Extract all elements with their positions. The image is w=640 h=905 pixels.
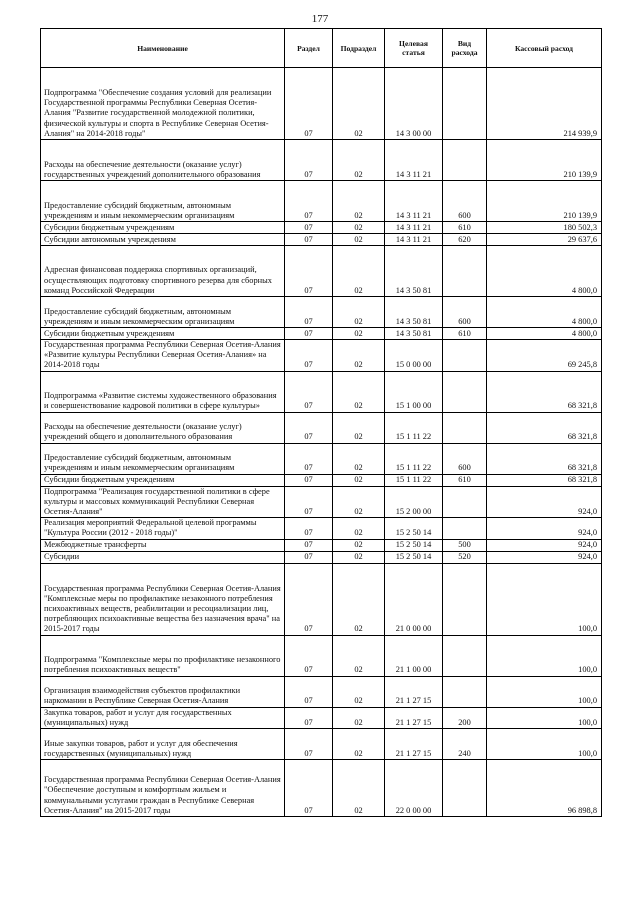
table-row bbox=[41, 676, 602, 707]
cell-target: 14 3 00 00 bbox=[385, 68, 443, 140]
cell-subsection: 02 bbox=[333, 181, 385, 222]
cell-name: Подпрограмма "Комплексные меры по профилактике незаконного потребления психоактивных веществ" bbox=[41, 635, 285, 676]
page-number: 177 bbox=[311, 13, 329, 25]
cell-amount: 68 321,8 bbox=[487, 371, 602, 412]
cell-subsection: 02 bbox=[333, 234, 385, 246]
cell-target: 22 0 00 00 bbox=[385, 760, 443, 817]
cell-type: 610 bbox=[443, 474, 487, 486]
cell-target: 14 3 11 21 bbox=[385, 234, 443, 246]
cell-section: 07 bbox=[285, 246, 333, 297]
cell-type: 520 bbox=[443, 551, 487, 563]
cell-section: 07 bbox=[285, 635, 333, 676]
cell-target: 15 2 50 14 bbox=[385, 551, 443, 563]
cell-type: 610 bbox=[443, 222, 487, 234]
cell-section: 07 bbox=[285, 412, 333, 443]
cell-name: Иные закупки товаров, работ и услуг для обеспечения государственных (муниципальных) нужд bbox=[41, 729, 285, 760]
cell-type bbox=[443, 371, 487, 412]
cell-type bbox=[443, 760, 487, 817]
cell-type: 600 bbox=[443, 443, 487, 474]
cell-amount: 100,0 bbox=[487, 676, 602, 707]
cell-target: 14 3 11 21 bbox=[385, 140, 443, 181]
cell-amount: 924,0 bbox=[487, 518, 602, 539]
cell-target: 15 1 11 22 bbox=[385, 474, 443, 486]
cell-section: 07 bbox=[285, 563, 333, 635]
cell-subsection: 02 bbox=[333, 371, 385, 412]
cell-type bbox=[443, 340, 487, 372]
cell-name: Реализация мероприятий Федеральной целевой программы "Культура России (2012 - 2018 годы)" bbox=[41, 518, 285, 539]
cell-amount: 924,0 bbox=[487, 539, 602, 551]
cell-section: 07 bbox=[285, 707, 333, 728]
cell-target: 21 1 27 15 bbox=[385, 676, 443, 707]
cell-type bbox=[443, 486, 487, 518]
cell-subsection: 02 bbox=[333, 486, 385, 518]
table-row bbox=[41, 140, 602, 181]
cell-subsection: 02 bbox=[333, 68, 385, 140]
cell-subsection: 02 bbox=[333, 328, 385, 340]
cell-name: Предоставление субсидий бюджетным, автономным учреждениям и иным некоммерческим организациям bbox=[41, 443, 285, 474]
cell-subsection: 02 bbox=[333, 760, 385, 817]
cell-type bbox=[443, 635, 487, 676]
table-row bbox=[41, 68, 602, 140]
cell-amount: 100,0 bbox=[487, 729, 602, 760]
cell-section: 07 bbox=[285, 340, 333, 372]
cell-amount: 924,0 bbox=[487, 551, 602, 563]
cell-target: 15 1 11 22 bbox=[385, 412, 443, 443]
cell-amount: 29 637,6 bbox=[487, 234, 602, 246]
cell-section: 07 bbox=[285, 443, 333, 474]
cell-type: 610 bbox=[443, 328, 487, 340]
cell-subsection: 02 bbox=[333, 729, 385, 760]
cell-section: 07 bbox=[285, 729, 333, 760]
cell-section: 07 bbox=[285, 486, 333, 518]
table-row bbox=[41, 760, 602, 817]
cell-name: Государственная программа Республики Северная Осетия-Алания "Обеспечение доступным и комфортным жильем и коммунальными услугами граждан в Республике Северная Осетия-Алания" на 2015-2017 годы bbox=[41, 760, 285, 817]
table-header-row bbox=[41, 29, 602, 68]
cell-type bbox=[443, 676, 487, 707]
cell-name: Подпрограмма "Обеспечение создания условий для реализации Государственной программы Республики Северная Осетия-Алания "Развитие государственной молодежной политики, физической культуры и спорта в Республике Северная Осетия-Алания" на 2014-2018 годы" bbox=[41, 68, 285, 140]
cell-name: Подпрограмма "Реализация государственной политики в сфере культуры и массовых коммуникаций Республики Северная Осетия-Алания" bbox=[41, 486, 285, 518]
cell-amount: 180 502,3 bbox=[487, 222, 602, 234]
cell-amount: 69 245,8 bbox=[487, 340, 602, 372]
table-row bbox=[41, 486, 602, 518]
cell-type bbox=[443, 246, 487, 297]
cell-section: 07 bbox=[285, 222, 333, 234]
cell-name: Субсидии автономным учреждениям bbox=[41, 234, 285, 246]
cell-section: 07 bbox=[285, 760, 333, 817]
cell-type bbox=[443, 563, 487, 635]
cell-subsection: 02 bbox=[333, 297, 385, 328]
cell-section: 07 bbox=[285, 539, 333, 551]
cell-name: Подпрограмма «Развитие системы художественного образования и совершенствование кадровой политики в сфере культуры» bbox=[41, 371, 285, 412]
cell-name: Межбюджетные трансферты bbox=[41, 539, 285, 551]
cell-target: 21 1 27 15 bbox=[385, 729, 443, 760]
table-row bbox=[41, 328, 602, 340]
cell-name: Предоставление субсидий бюджетным, автономным учреждениям и иным некоммерческим организациям bbox=[41, 297, 285, 328]
table-row bbox=[41, 371, 602, 412]
cell-name: Государственная программа Республики Северная Осетия-Алания «Развитие культуры Республики Северная Осетия-Алания» на 2014-2018 годы bbox=[41, 340, 285, 372]
header-section: Раздел bbox=[285, 29, 333, 68]
table-row bbox=[41, 340, 602, 372]
cell-type: 500 bbox=[443, 539, 487, 551]
cell-section: 07 bbox=[285, 676, 333, 707]
table-row bbox=[41, 443, 602, 474]
cell-section: 07 bbox=[285, 297, 333, 328]
cell-name: Организация взаимодействия субъектов профилактики наркомании в Республике Северная Осетия-Алания bbox=[41, 676, 285, 707]
cell-amount: 100,0 bbox=[487, 635, 602, 676]
cell-amount: 214 939,9 bbox=[487, 68, 602, 140]
cell-type: 200 bbox=[443, 707, 487, 728]
cell-subsection: 02 bbox=[333, 518, 385, 539]
cell-amount: 68 321,8 bbox=[487, 474, 602, 486]
cell-target: 14 3 11 21 bbox=[385, 181, 443, 222]
expense-table bbox=[40, 28, 602, 817]
cell-type: 240 bbox=[443, 729, 487, 760]
cell-subsection: 02 bbox=[333, 551, 385, 563]
cell-amount: 100,0 bbox=[487, 707, 602, 728]
table-row bbox=[41, 518, 602, 539]
cell-type: 620 bbox=[443, 234, 487, 246]
cell-subsection: 02 bbox=[333, 222, 385, 234]
cell-target: 14 3 11 21 bbox=[385, 222, 443, 234]
cell-section: 07 bbox=[285, 181, 333, 222]
cell-amount: 4 800,0 bbox=[487, 246, 602, 297]
cell-amount: 210 139,9 bbox=[487, 140, 602, 181]
cell-subsection: 02 bbox=[333, 707, 385, 728]
cell-type bbox=[443, 518, 487, 539]
cell-section: 07 bbox=[285, 328, 333, 340]
cell-name: Закупка товаров, работ и услуг для государственных (муниципальных) нужд bbox=[41, 707, 285, 728]
cell-subsection: 02 bbox=[333, 340, 385, 372]
cell-target: 15 1 00 00 bbox=[385, 371, 443, 412]
table-row bbox=[41, 551, 602, 563]
cell-target: 21 0 00 00 bbox=[385, 563, 443, 635]
header-name: Наименование bbox=[41, 29, 285, 68]
cell-amount: 96 898,8 bbox=[487, 760, 602, 817]
cell-subsection: 02 bbox=[333, 635, 385, 676]
cell-subsection: 02 bbox=[333, 246, 385, 297]
cell-name: Расходы на обеспечение деятельности (оказание услуг) учреждений общего и дополнительного образования bbox=[41, 412, 285, 443]
table-row bbox=[41, 234, 602, 246]
cell-name: Адресная финансовая поддержка спортивных организаций, осуществляющих подготовку спортивного резерва для сборных команд Российской Федерации bbox=[41, 246, 285, 297]
cell-name: Предоставление субсидий бюджетным, автономным учреждениям и иным некоммерческим организациям bbox=[41, 181, 285, 222]
header-amount: Кассовый расход bbox=[487, 29, 602, 68]
table-row bbox=[41, 222, 602, 234]
cell-target: 15 1 11 22 bbox=[385, 443, 443, 474]
cell-section: 07 bbox=[285, 551, 333, 563]
cell-name: Субсидии бюджетным учреждениям bbox=[41, 222, 285, 234]
cell-amount: 4 800,0 bbox=[487, 297, 602, 328]
cell-type: 600 bbox=[443, 181, 487, 222]
cell-amount: 924,0 bbox=[487, 486, 602, 518]
header-type: Вид расхода bbox=[443, 29, 487, 68]
cell-target: 14 3 50 81 bbox=[385, 297, 443, 328]
cell-section: 07 bbox=[285, 518, 333, 539]
table-row bbox=[41, 635, 602, 676]
cell-target: 14 3 50 81 bbox=[385, 246, 443, 297]
cell-subsection: 02 bbox=[333, 563, 385, 635]
cell-amount: 100,0 bbox=[487, 563, 602, 635]
cell-type: 600 bbox=[443, 297, 487, 328]
cell-target: 15 2 00 00 bbox=[385, 486, 443, 518]
table-row bbox=[41, 539, 602, 551]
cell-subsection: 02 bbox=[333, 676, 385, 707]
header-target: Целевая статья bbox=[385, 29, 443, 68]
cell-subsection: 02 bbox=[333, 140, 385, 181]
cell-name: Субсидии бюджетным учреждениям bbox=[41, 474, 285, 486]
table-row bbox=[41, 412, 602, 443]
cell-amount: 68 321,8 bbox=[487, 412, 602, 443]
cell-target: 15 2 50 14 bbox=[385, 518, 443, 539]
cell-type bbox=[443, 412, 487, 443]
table-row bbox=[41, 707, 602, 728]
cell-section: 07 bbox=[285, 371, 333, 412]
header-subsection: Подраздел bbox=[333, 29, 385, 68]
cell-amount: 4 800,0 bbox=[487, 328, 602, 340]
cell-amount: 68 321,8 bbox=[487, 443, 602, 474]
table-row bbox=[41, 563, 602, 635]
cell-section: 07 bbox=[285, 68, 333, 140]
cell-name: Государственная программа Республики Северная Осетия-Алания "Комплексные меры по профилактике незаконного потребления психоактивных веществ, реабилитации и ресоциализации лиц, потребляющих психоактивные вещества без назначения врача" на 2015-2017 годы bbox=[41, 563, 285, 635]
cell-target: 21 1 00 00 bbox=[385, 635, 443, 676]
cell-amount: 210 139,9 bbox=[487, 181, 602, 222]
cell-name: Расходы на обеспечение деятельности (оказание услуг) государственных учреждений дополнительного образования bbox=[41, 140, 285, 181]
cell-type bbox=[443, 68, 487, 140]
cell-section: 07 bbox=[285, 474, 333, 486]
table-row bbox=[41, 474, 602, 486]
cell-section: 07 bbox=[285, 140, 333, 181]
cell-target: 21 1 27 15 bbox=[385, 707, 443, 728]
cell-name: Субсидии бюджетным учреждениям bbox=[41, 328, 285, 340]
cell-type bbox=[443, 140, 487, 181]
table-row bbox=[41, 246, 602, 297]
table-row bbox=[41, 297, 602, 328]
cell-name: Субсидии bbox=[41, 551, 285, 563]
cell-subsection: 02 bbox=[333, 539, 385, 551]
cell-subsection: 02 bbox=[333, 443, 385, 474]
cell-target: 14 3 50 81 bbox=[385, 328, 443, 340]
table-row bbox=[41, 181, 602, 222]
cell-target: 15 0 00 00 bbox=[385, 340, 443, 372]
cell-subsection: 02 bbox=[333, 412, 385, 443]
cell-section: 07 bbox=[285, 234, 333, 246]
cell-subsection: 02 bbox=[333, 474, 385, 486]
cell-target: 15 2 50 14 bbox=[385, 539, 443, 551]
table-row bbox=[41, 729, 602, 760]
